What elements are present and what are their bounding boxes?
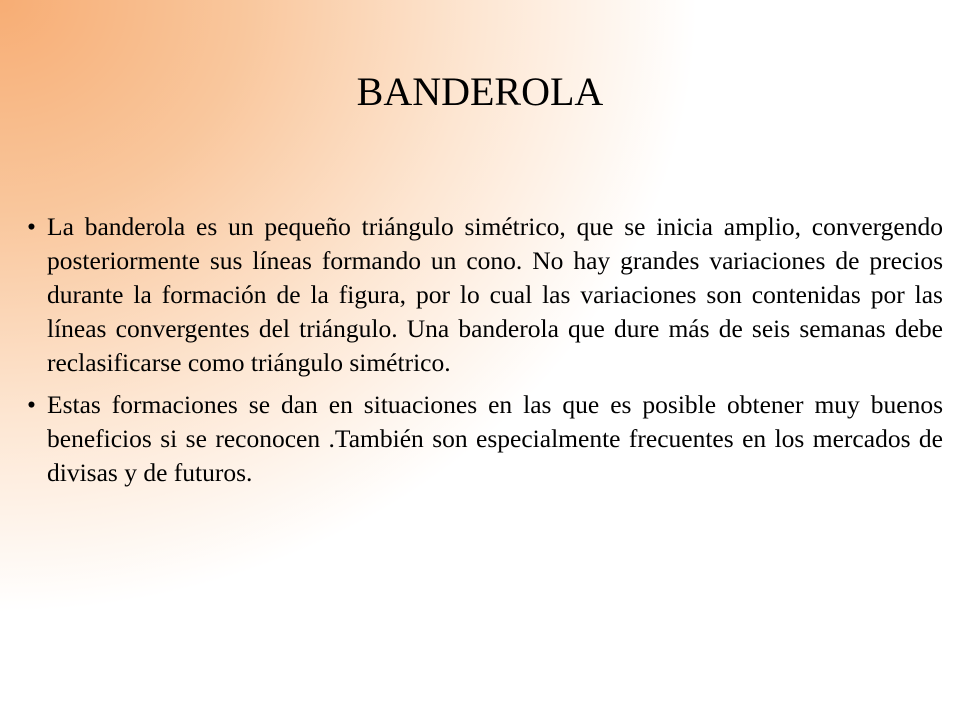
bullet-item <box>27 388 943 490</box>
slide-title: BANDEROLA <box>356 69 604 114</box>
bullet-list <box>27 210 943 498</box>
bullet-text: La banderola es un pequeño triángulo simétrico, que se inicia amplio, convergendo posteriormente sus líneas formando un cono. No hay grandes variaciones de precios durante la formación de la figura, por lo cual las variaciones son contenidas por las líneas convergentes del triángulo. Una banderola que dure más de seis semanas debe reclasificarse como triángulo simétrico. <box>47 212 943 377</box>
bullet-item <box>27 210 943 380</box>
bullet-marker: • <box>27 212 36 241</box>
bullet-marker: • <box>27 390 36 419</box>
bullet-text: Estas formaciones se dan en situaciones en las que es posible obtener muy buenos beneficios si se reconocen .También son especialmente frecuentes en los mercados de divisas y de futuros. <box>47 390 943 487</box>
